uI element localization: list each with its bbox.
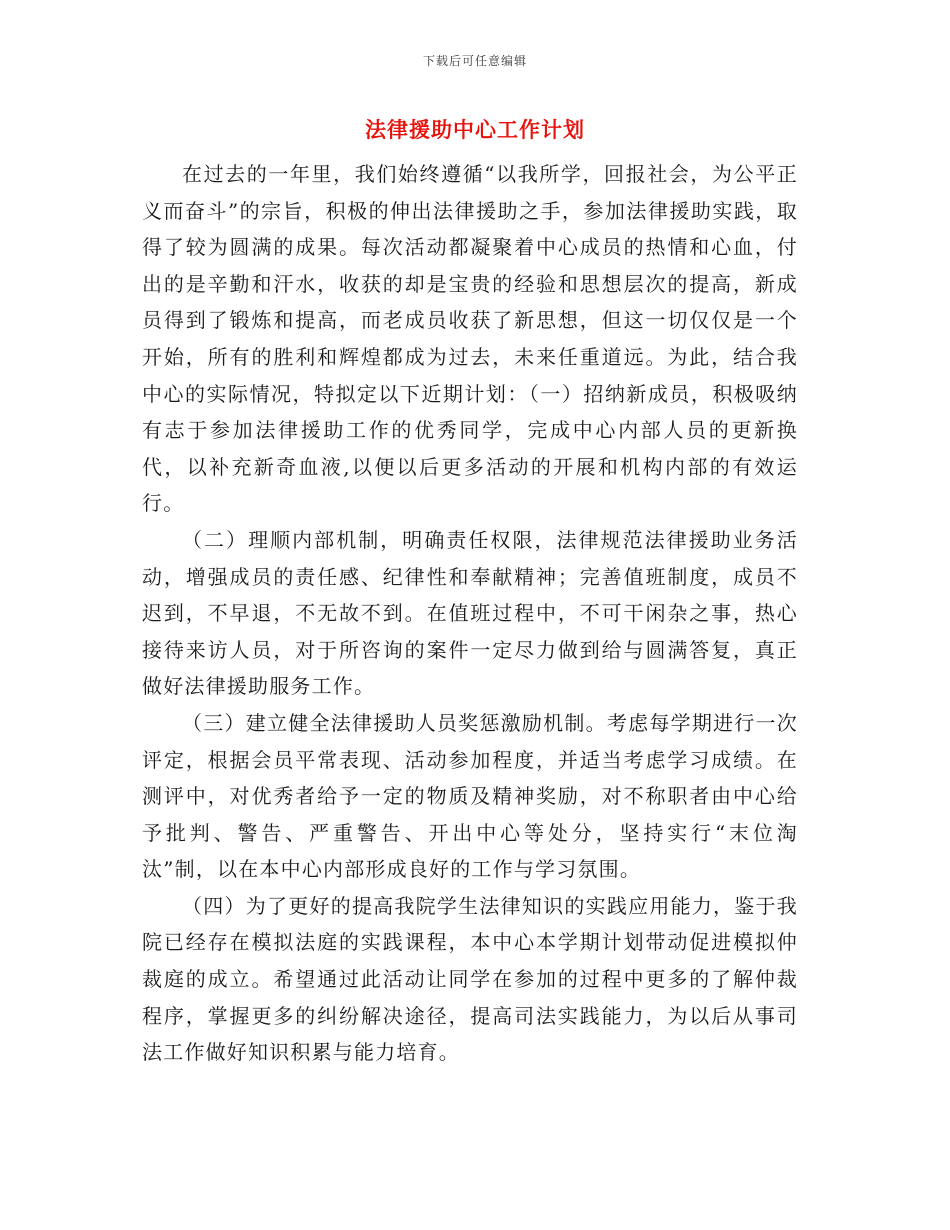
paragraph-4: （四）为了更好的提高我院学生法律知识的实践应用能力，鉴于我院已经存在模拟法庭的实践课程，本中心本学期计划带动促进模拟仲裁庭的成立。希望通过此活动让同学在参加的过程中更多的了解仲裁程序，掌握更多的纠纷解决途径，提高司法实践能力，为以后从事司法工作做好知识积累与能力培育。 bbox=[142, 893, 798, 1065]
document-title: 法律援助中心工作计划 bbox=[365, 117, 585, 142]
paragraph-1: 在过去的一年里，我们始终遵循“以我所学，回报社会，为公平正义而奋斗”的宗旨，积极的伸出法律援助之手，参加法律援助实践，取得了较为圆满的成果。每次活动都凝聚着中心成员的热情和心血，付出的是辛勤和汗水，收获的却是宝贵的经验和思想层次的提高，新成员得到了锻炼和提高，而老成员收获了新思想，但这一切仅仅是一个开始，所有的胜利和辉煌都成为过去，未来任重道远。为此，结合我中心的实际情况，特拟定以下近期计划：（一）招纳新成员，积极吸纳有志于参加法律援助工作的优秀同学，完成中心内部人员的更新换代，以补充新奇血液,以便以后更多活动的开展和机构内部的有效运行。 bbox=[142, 162, 798, 516]
paragraph-2: （二）理顺内部机制，明确责任权限，法律规范法律援助业务活动，增强成员的责任感、纪律性和奉献精神；完善值班制度，成员不迟到，不早退，不无故不到。在值班过程中，不可干闲杂之事，热心接待来访人员，对于所咨询的案件一定尽力做到给与圆满答复，真正做好法律援助服务工作。 bbox=[142, 527, 798, 699]
document-body bbox=[142, 156, 798, 1071]
paragraph-3: （三）建立健全法律援助人员奖惩激励机制。考虑每学期进行一次评定，根据会员平常表现、活动参加程度，并适当考虑学习成绩。在测评中，对优秀者给予一定的物质及精神奖励，对不称职者由中心给予批判、警告、严重警告、开出中心等处分，坚持实行“末位淘汰”制，以在本中心内部形成良好的工作与学习氛围。 bbox=[142, 710, 798, 882]
header-note: 下载后可任意编辑 bbox=[422, 54, 527, 68]
